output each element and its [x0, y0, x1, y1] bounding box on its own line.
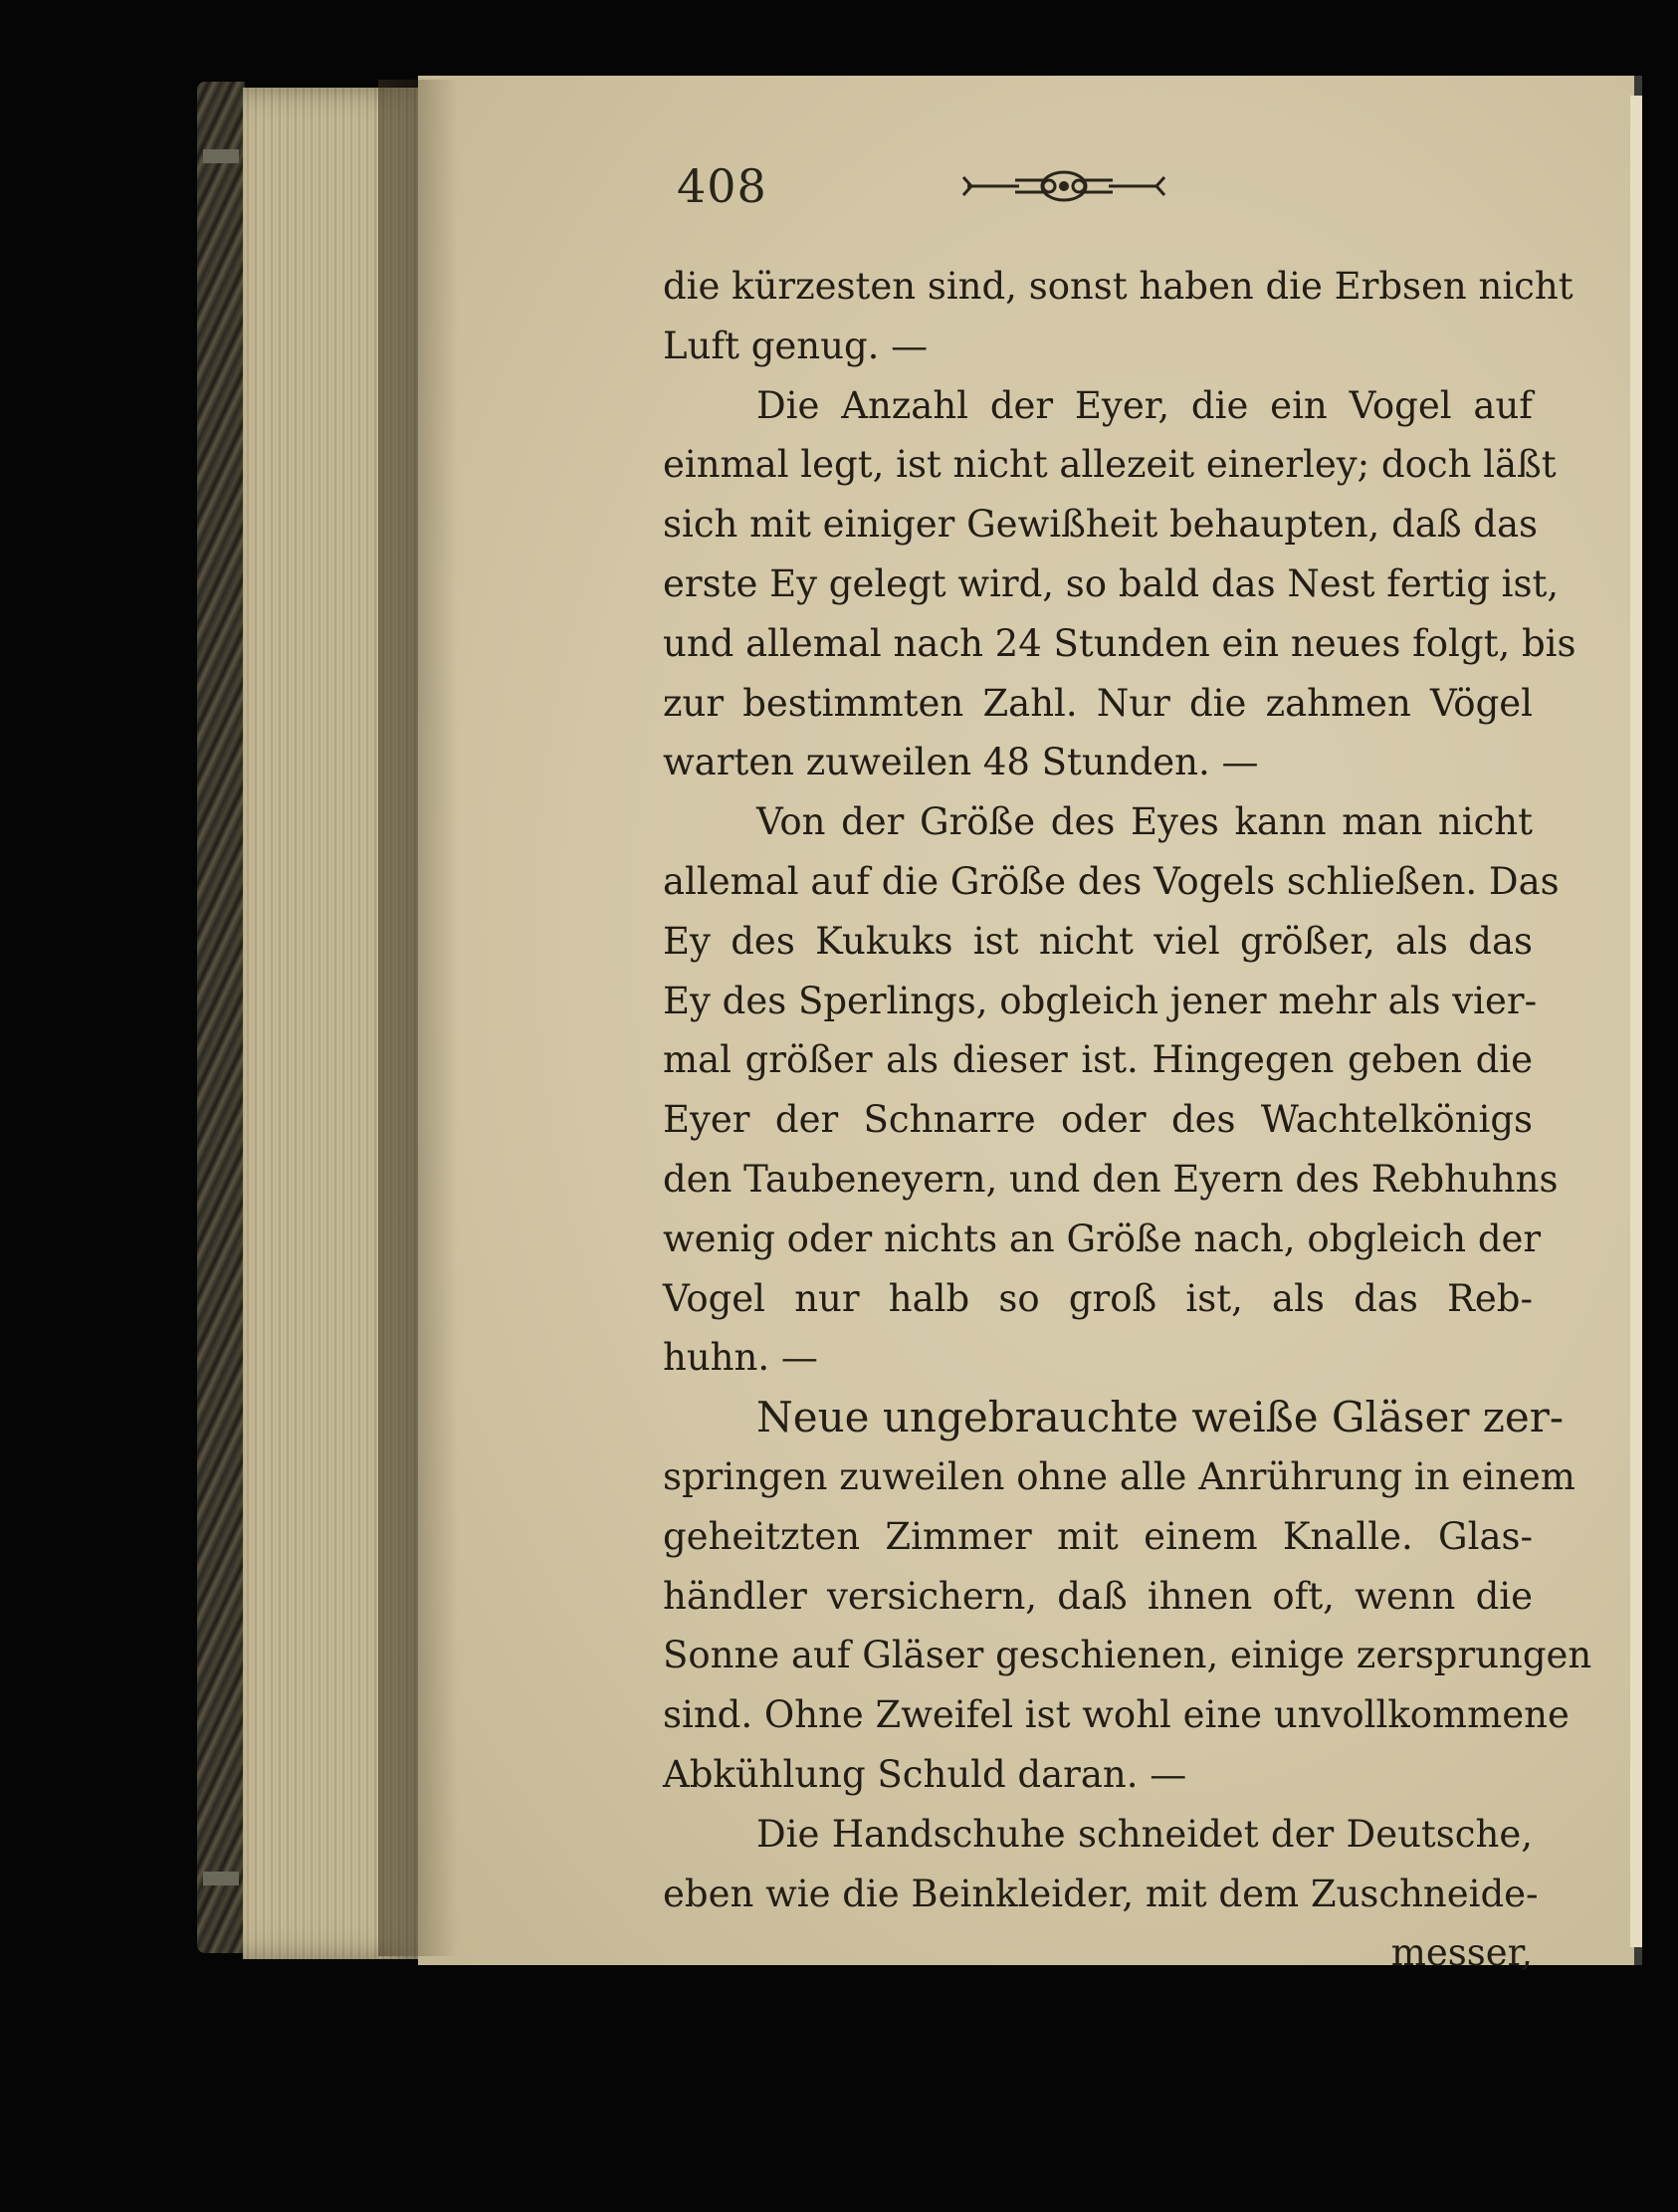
text-line: warten zuweilen 48 Stunden. — [663, 741, 1259, 784]
paragraph-start-line: Neue ungebrauchte weiße Gläser zer- [756, 1393, 1565, 1442]
text-line: allemal auf die Größe des Vogels schließen. Das [663, 859, 1560, 903]
text-line: Ey des Sperlings, obgleich jener mehr als vier- [663, 979, 1538, 1022]
text-line: Abkühlung Schuld daran. — [663, 1752, 1187, 1796]
paragraph-start-line: Die Anzahl der Eyer, die ein Vogel auf [756, 383, 1533, 427]
text-line: Sonne auf Gläser geschienen, einige zersprungen [663, 1634, 1592, 1677]
marbled-cover-edge [197, 82, 245, 1953]
paragraph-start-line: Von der Größe des Eyes kann man nicht [756, 800, 1533, 844]
catchword: messer, [1390, 1931, 1533, 1975]
text-line: die kürzesten sind, sonst haben die Erbsen nicht [663, 265, 1573, 308]
text-line: sind. Ohne Zweifel ist wohl eine unvollkommene [663, 1693, 1570, 1737]
body-text [663, 257, 1592, 1983]
cover-band-top [203, 149, 239, 163]
paragraph-start-line: Die Handschuhe schneidet der Deutsche, [756, 1812, 1533, 1856]
text-line: huhn. — [663, 1336, 818, 1380]
text-line: erste Ey gelegt wird, so bald das Nest fertig ist, [663, 561, 1560, 605]
printers-ornament-icon [959, 167, 1168, 205]
text-line: den Taubeneyern, und den Eyern des Rebhuhns [663, 1157, 1559, 1201]
cover-band-bottom [203, 1872, 239, 1885]
next-page-edge [1630, 96, 1642, 1947]
text-line: wenig oder nichts an Größe nach, obgleich der [663, 1217, 1542, 1260]
text-line: eben wie die Beinkleider, mit dem Zuschneide- [663, 1872, 1539, 1915]
text-line: und allemal nach 24 Stunden ein neues folgt, bis [663, 621, 1576, 665]
text-line: sich mit einiger Gewißheit behaupten, daß das [663, 503, 1539, 547]
text-line: Vogel nur halb so groß ist, als das Reb- [663, 1276, 1533, 1320]
gutter-shadow [378, 80, 458, 1956]
page-number: 408 [677, 159, 767, 213]
text-line: springen zuweilen ohne alle Anrührung in einem [663, 1454, 1575, 1498]
text-line: zur bestimmten Zahl. Nur die zahmen Vögel [663, 681, 1533, 725]
text-line: geheitzten Zimmer mit einem Knalle. Glas- [663, 1514, 1533, 1558]
text-line: mal größer als dieser ist. Hingegen geben die [663, 1038, 1533, 1082]
text-line: Eyer der Schnarre oder des Wachtelkönigs [663, 1098, 1533, 1142]
running-header [677, 159, 1234, 219]
text-line: Luft genug. — [663, 324, 929, 367]
text-line: einmal legt, ist nicht allezeit einerley; doch läßt [663, 443, 1557, 487]
text-line: Ey des Kukuks ist nicht viel größer, als das [663, 919, 1533, 963]
text-line: händler versichern, daß ihnen oft, wenn die [663, 1574, 1533, 1618]
